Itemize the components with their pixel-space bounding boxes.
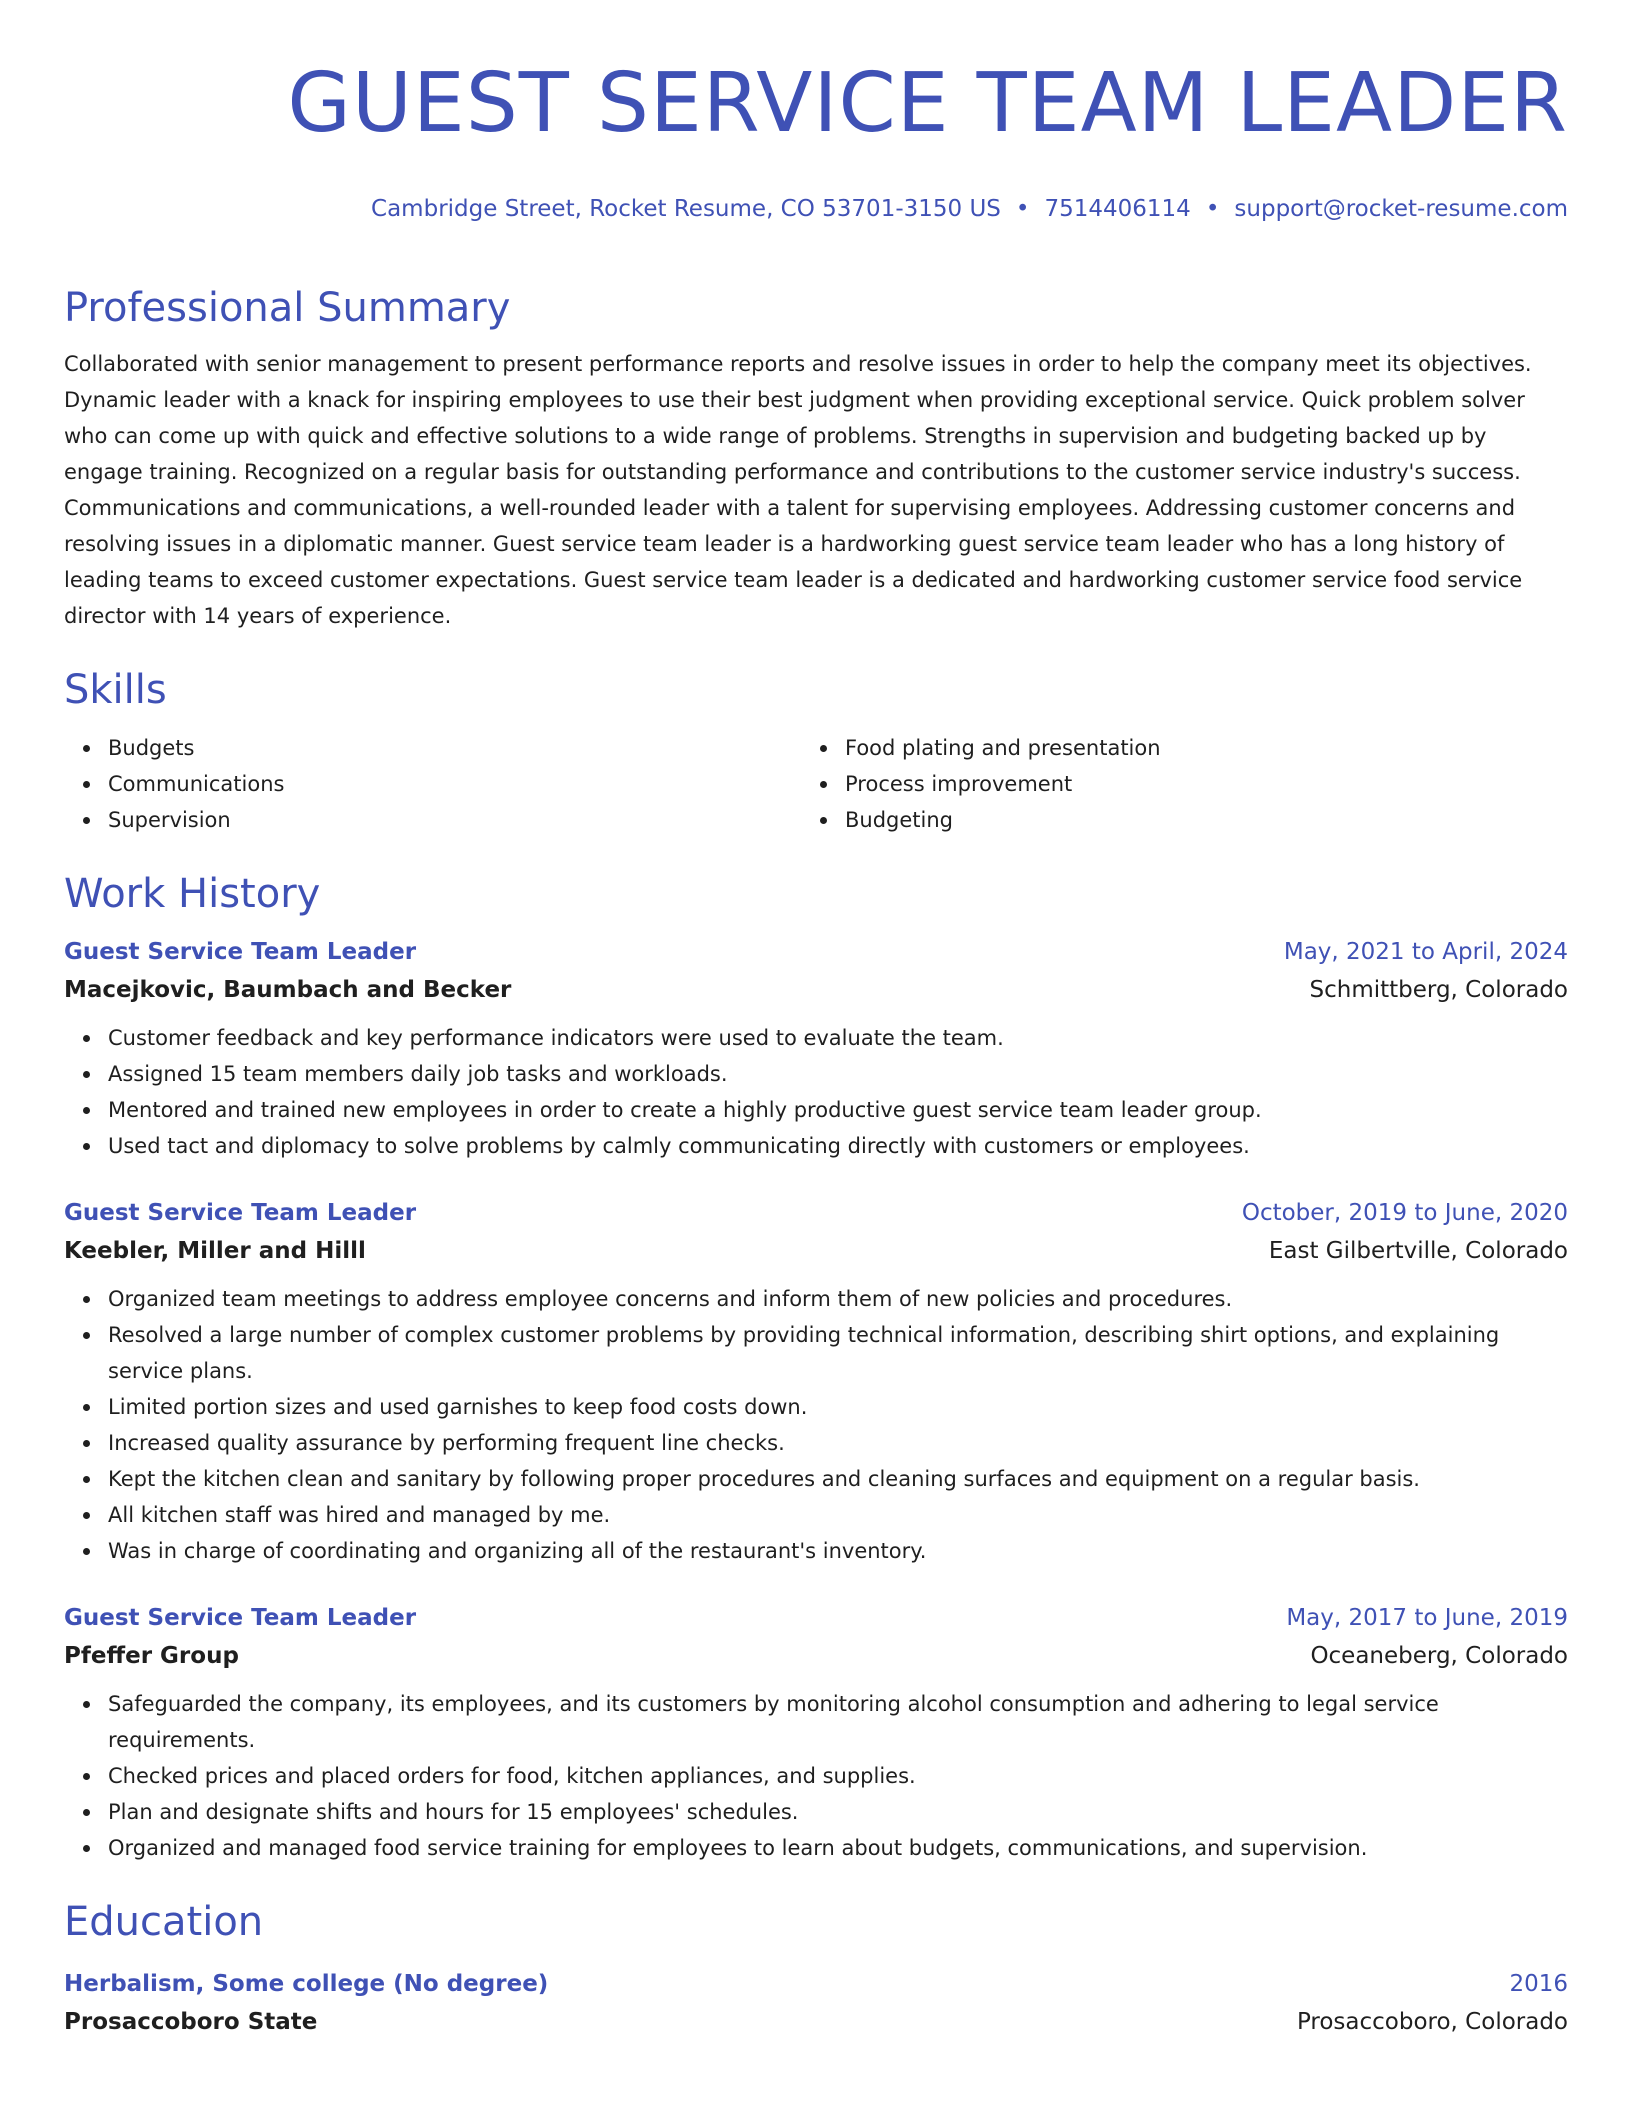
list-item: Was in charge of coordinating and organizing all of the restaurant's inventory. (108, 1533, 1568, 1569)
contact-line (64, 194, 1568, 224)
school-name: Prosaccoboro State (64, 2009, 318, 2035)
phone: 7514406114 (1044, 196, 1191, 222)
summary-text: Collaborated with senior management to present performance reports and resolve issues in order to help the company meet its objectives. Dynamic leader with a knack for inspiring employees to use their best judgment when providing exceptional service. Quick problem solver who can come up with quick and effective solutions to a wide range of problems. Strengths in supervision and budgeting backed up by engage training. Recognized on a regular basis for outstanding performance and contributions to the customer service industry's success. Communications and communications, a well-rounded leader with a talent for supervising employees. Addressing customer concerns and resolving issues in a diplomatic manner. Guest service team leader is a hardworking guest service team leader who has a long history of leading teams to exceed customer expectations. Guest service team leader is a dedicated and hardworking customer service food service director with 14 years of experience. (64, 352, 1532, 628)
job-title: Guest Service Team Leader (64, 1605, 417, 1631)
school-location: Prosaccoboro, Colorado (1296, 2009, 1568, 2035)
summary-heading: Professional Summary (64, 285, 511, 331)
job-bullets (64, 1686, 1568, 1866)
separator: • (1205, 196, 1220, 222)
skills-column-right (804, 730, 1544, 838)
job-employer-row (64, 1231, 1568, 1271)
list-item: Customer feedback and key performance indicators were used to evaluate the team. (108, 1020, 1568, 1056)
list-item: Resolved a large number of complex customer problems by providing technical information, describing shirt options, and explaining service plans. (108, 1317, 1568, 1389)
skill-item: Process improvement (845, 766, 1544, 802)
separator: • (1015, 196, 1030, 222)
list-item: Increased quality assurance by performing frequent line checks. (108, 1425, 1568, 1461)
job-entry (64, 934, 1568, 1164)
skills-column-left (64, 730, 804, 838)
education-year: 2016 (1509, 1971, 1568, 1997)
page-title: GUEST SERVICE TEAM LEADER (287, 56, 1568, 151)
company-name: Pfeffer Group (64, 1643, 239, 1669)
degree: Herbalism, Some college (No degree) (64, 1971, 549, 1997)
job-dates: May, 2021 to April, 2024 (1283, 939, 1568, 965)
resume-header (64, 0, 1568, 224)
job-location: Oceaneberg, Colorado (1310, 1643, 1568, 1669)
skill-item: Supervision (108, 802, 804, 838)
list-item: Assigned 15 team members daily job tasks and workloads. (108, 1056, 1568, 1092)
job-employer-row (64, 1636, 1568, 1676)
company-name: Keebler, Miller and Hilll (64, 1238, 366, 1264)
list-item: Mentored and trained new employees in order to create a highly productive guest service team leader group. (108, 1092, 1568, 1128)
skill-item: Communications (108, 766, 804, 802)
list-item: Used tact and diplomacy to solve problems by calmly communicating directly with customers or employees. (108, 1128, 1568, 1164)
skill-item: Budgets (108, 730, 804, 766)
list-item: Plan and designate shifts and hours for 15 employees' schedules. (108, 1794, 1568, 1830)
job-bullets (64, 1281, 1568, 1569)
skills-list (64, 730, 1568, 838)
job-dates: May, 2017 to June, 2019 (1286, 1605, 1568, 1631)
job-location: Schmittberg, Colorado (1309, 977, 1568, 1003)
list-item: Organized and managed food service training for employees to learn about budgets, communications, and supervision. (108, 1830, 1568, 1866)
skill-item: Food plating and presentation (845, 730, 1544, 766)
job-title: Guest Service Team Leader (64, 1200, 417, 1226)
list-item: Kept the kitchen clean and sanitary by following proper procedures and cleaning surfaces and equipment on a regular basis. (108, 1461, 1568, 1497)
list-item: Safeguarded the company, its employees, and its customers by monitoring alcohol consumption and adhering to legal service requirements. (108, 1686, 1568, 1758)
education-school-row (64, 2002, 1568, 2042)
list-item: Organized team meetings to address employee concerns and inform them of new policies and procedures. (108, 1281, 1568, 1317)
company-name: Macejkovic, Baumbach and Becker (64, 977, 512, 1003)
address: Cambridge Street, Rocket Resume, CO 53701-3150 US (371, 196, 1001, 222)
job-header (64, 934, 1568, 970)
list-item: Checked prices and placed orders for food, kitchen appliances, and supplies. (108, 1758, 1568, 1794)
job-dates: October, 2019 to June, 2020 (1241, 1200, 1568, 1226)
job-entry (64, 1600, 1568, 1866)
list-item: All kitchen staff was hired and managed by me. (108, 1497, 1568, 1533)
email: support@rocket-resume.com (1234, 196, 1568, 222)
job-header (64, 1195, 1568, 1231)
education-entry (64, 1966, 1568, 2042)
list-item: Limited portion sizes and used garnishes to keep food costs down. (108, 1389, 1568, 1425)
education-heading: Education (64, 1899, 264, 1945)
work-history-heading: Work History (64, 871, 321, 917)
job-entry (64, 1195, 1568, 1569)
skill-item: Budgeting (845, 802, 1544, 838)
job-location: East Gilbertville, Colorado (1268, 1238, 1568, 1264)
job-title: Guest Service Team Leader (64, 939, 417, 965)
job-bullets (64, 1020, 1568, 1164)
education-header (64, 1966, 1568, 2002)
job-header (64, 1600, 1568, 1636)
skills-heading: Skills (64, 667, 167, 713)
job-employer-row (64, 970, 1568, 1010)
